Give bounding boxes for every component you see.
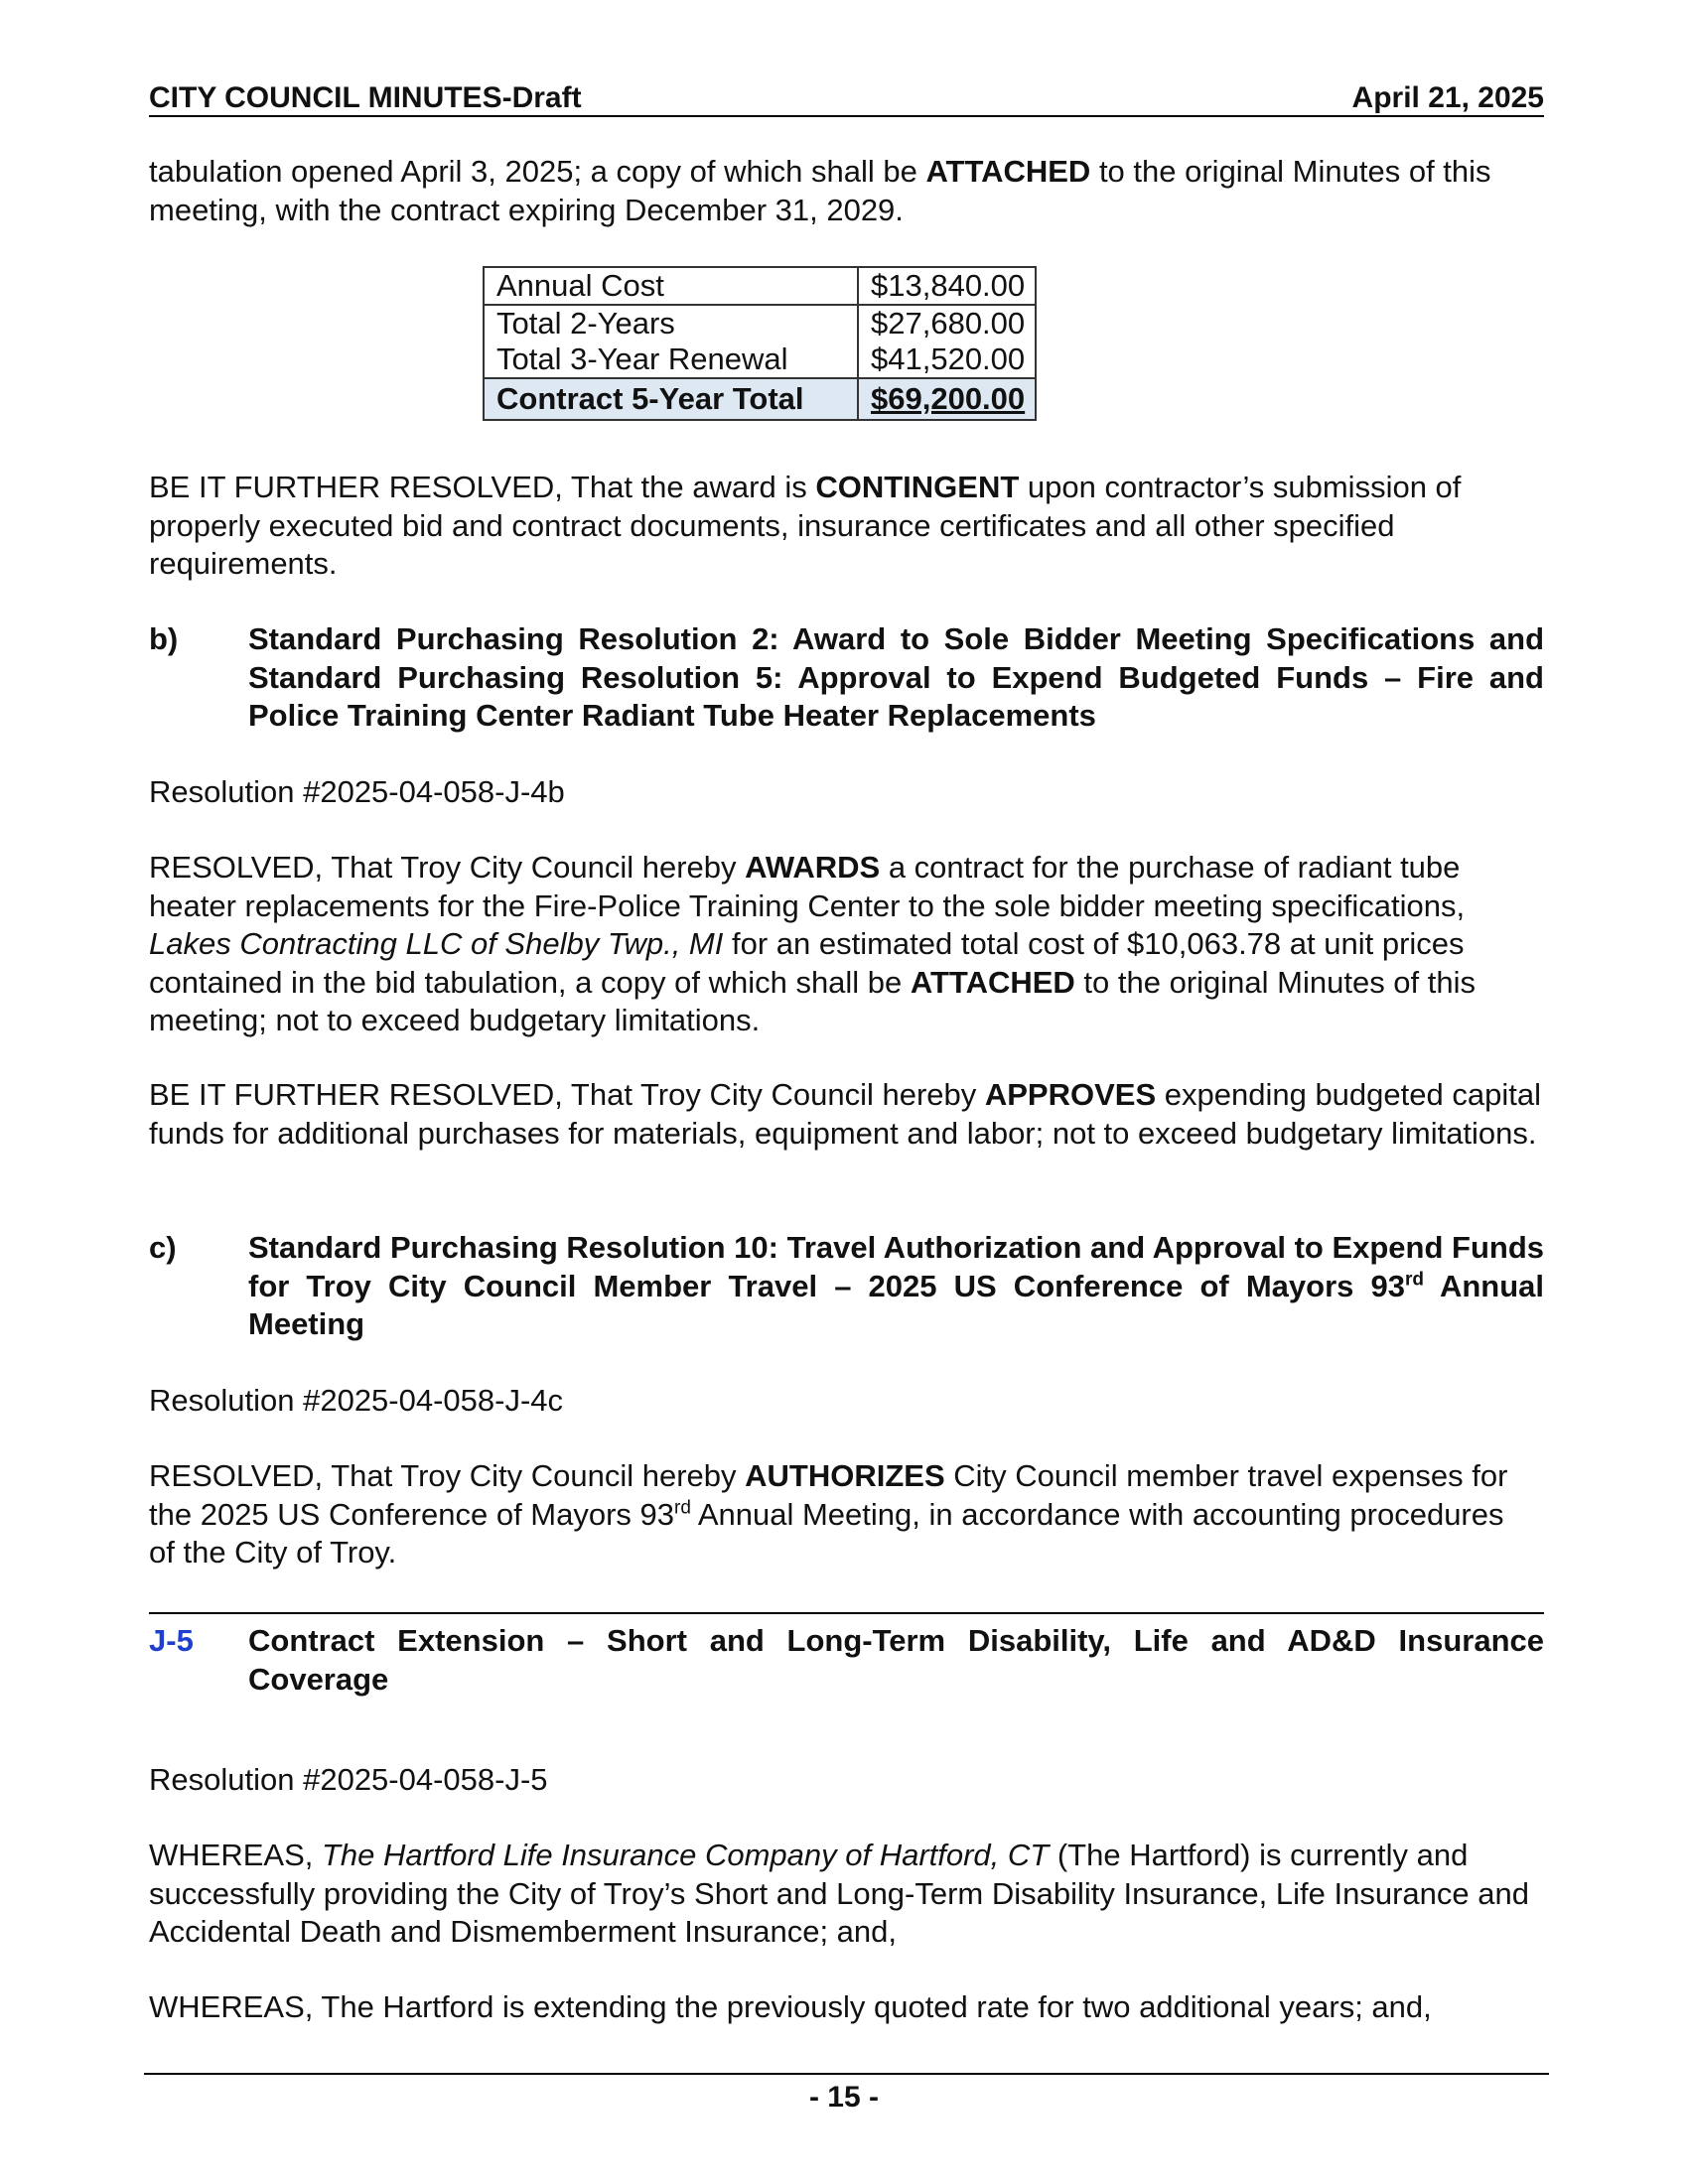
- bold-text: ATTACHED: [925, 154, 1091, 189]
- text: RESOLVED, That Troy City Council hereby: [149, 1458, 746, 1493]
- paragraph-awards: [149, 849, 1539, 1040]
- italic-text: The Hartford Life Insurance Company of Hartford, CT: [321, 1838, 1050, 1872]
- text: (The Hartford) is currently and successfully providing the City of Troy’s Short and Long-Term Disability Insurance, Life Insurance and Accidental Death and Dismemberment Insurance; and,: [149, 1838, 1529, 1949]
- row-value: $27,680.00: [858, 305, 1036, 341]
- resolution-number-b: Resolution #2025-04-058-J-4b: [149, 774, 565, 809]
- superscript: rd: [674, 1497, 691, 1519]
- bold-text: AWARDS: [745, 850, 881, 885]
- section-divider: [149, 1612, 1544, 1614]
- text: tabulation opened April 3, 2025; a copy of which shall be: [149, 154, 926, 189]
- paragraph-tabulation: [149, 153, 1529, 229]
- table-row: [484, 341, 1036, 378]
- item-b-heading: [149, 620, 1544, 736]
- text: RESOLVED, That Troy City Council hereby: [149, 850, 746, 885]
- item-label: c): [149, 1230, 177, 1265]
- text: a contract for the purchase of radiant tube heater replacements for the Fire-Police Training Center to the sole bidder meeting specifications,: [149, 850, 1466, 923]
- bold-text: ATTACHED: [910, 964, 1075, 1000]
- text: to the original Minutes of this meeting, with the contract expiring December 31, 2029.: [149, 154, 1491, 227]
- item-label: b): [149, 621, 179, 656]
- page-number: - 15 -: [808, 2081, 880, 2114]
- paragraph-whereas-extending: WHEREAS, The Hartford is extending the previously quoted rate for two additional years; and,: [149, 1989, 1432, 2024]
- text: upon contractor’s submission of properly executed bid and contract documents, insurance certificates and all other specified requirements.: [149, 470, 1462, 581]
- item-label: J-5: [149, 1623, 194, 1658]
- text: City Council member travel expenses for the 2025 US Conference of Mayors 93: [149, 1458, 1508, 1532]
- paragraph-authorizes: [149, 1457, 1509, 1572]
- total-value-cell: [858, 378, 1036, 420]
- text: for an estimated total cost of $10,063.78 at unit prices contained in the bid tabulation, a copy of which shall be: [149, 926, 1465, 1000]
- text: Annual Meeting: [248, 1268, 1544, 1341]
- page-header: [149, 81, 1544, 117]
- table-row: [484, 305, 1036, 341]
- row-value: $13,840.00: [858, 267, 1036, 305]
- item-j5-heading: [149, 1622, 1544, 1699]
- text: BE IT FURTHER RESOLVED, That Troy City Council hereby: [149, 1077, 985, 1112]
- resolution-number-c: Resolution #2025-04-058-J-4c: [149, 1383, 564, 1418]
- bold-text: APPROVES: [984, 1077, 1157, 1112]
- table-row: [484, 267, 1036, 305]
- item-title: Standard Purchasing Resolution 2: Award to Sole Bidder Meeting Specifications and Standard Purchasing Resolution 5: Approval to Expend Budgeted Funds – Fire and Police Training Center Radiant Tube Heater Replacements: [248, 621, 1544, 733]
- text: WHEREAS,: [149, 1838, 322, 1872]
- item-title: [248, 1229, 1544, 1344]
- paragraph-contingent: [149, 469, 1479, 584]
- cost-table: [483, 266, 1037, 421]
- table-total-row: [484, 378, 1036, 420]
- header-title: CITY COUNCIL MINUTES-Draft: [149, 81, 582, 114]
- paragraph-approves: [149, 1076, 1544, 1153]
- total-value: $69,200.00: [871, 381, 1026, 416]
- bold-text: AUTHORIZES: [745, 1458, 945, 1493]
- text: Annual Meeting, in accordance with accounting procedures of the City of Troy.: [149, 1496, 1504, 1570]
- footer-rule: [144, 2073, 1549, 2075]
- bold-text: CONTINGENT: [815, 470, 1020, 504]
- text: expending budgeted capital funds for additional purchases for materials, equipment and labor; not to exceed budgetary limitations.: [149, 1077, 1541, 1151]
- resolution-number-j5: Resolution #2025-04-058-J-5: [149, 1762, 548, 1797]
- text: BE IT FURTHER RESOLVED, That the award is: [149, 470, 816, 504]
- row-label: Total 2-Years: [484, 305, 858, 341]
- header-date: April 21, 2025: [1351, 81, 1544, 114]
- row-value: $41,520.00: [858, 341, 1036, 378]
- text: Standard Purchasing Resolution 10: Travel Authorization and Approval to Expend Funds for Troy City Council Member Travel – 2025 US Conference of Mayors 93: [248, 1230, 1545, 1303]
- document-page: [149, 81, 1545, 2024]
- text: to the original Minutes of this meeting; not to exceed budgetary limitations.: [149, 964, 1477, 1037]
- row-label: Annual Cost: [484, 267, 858, 305]
- item-title: Contract Extension – Short and Long-Term Disability, Life and AD&D Insurance Coverage: [248, 1623, 1544, 1697]
- item-c-heading: [149, 1229, 1544, 1344]
- superscript: rd: [1404, 1269, 1424, 1291]
- italic-text: Lakes Contracting LLC of Shelby Twp., MI: [149, 926, 724, 961]
- paragraph-whereas-hartford: [149, 1837, 1529, 1952]
- total-label: Contract 5-Year Total: [484, 378, 858, 420]
- row-label: Total 3-Year Renewal: [484, 341, 858, 378]
